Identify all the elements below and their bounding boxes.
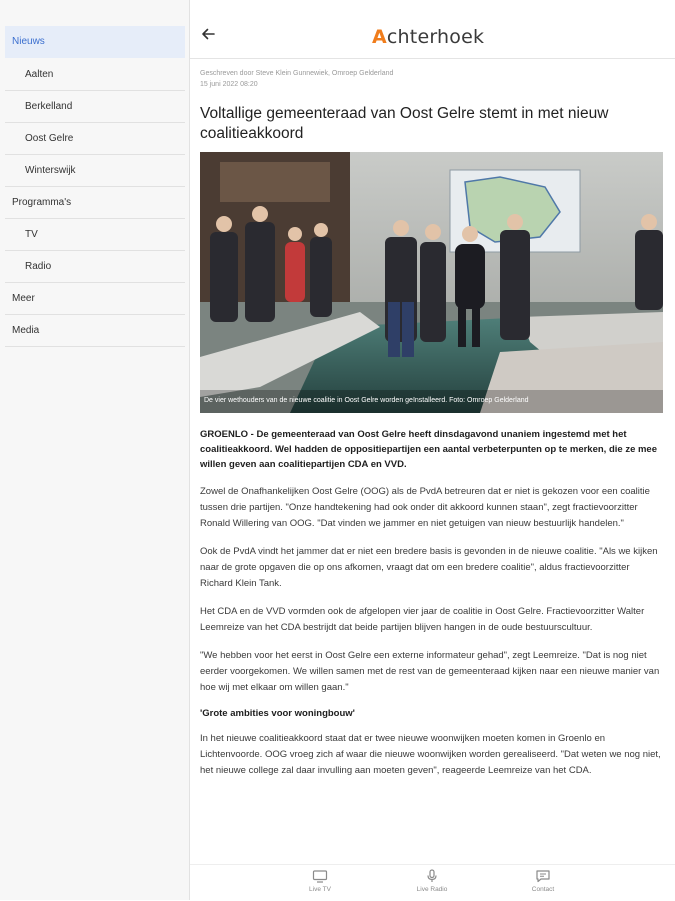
logo-text: chterhoek <box>386 26 485 48</box>
sidebar-item-nieuws[interactable]: Nieuws <box>5 26 185 58</box>
article-paragraph: Ook de PvdA vindt het jammer dat er niet een bredere basis is gevonden in de nieuwe coalitie. "Als we kijken naar de grote opgaven die op ons afkomen, vraagt dat om een bredere coalitie", aldus fractievoorzitter Richard Klein Tank. <box>200 546 658 589</box>
article-subheading: 'Grote ambities voor woningbouw' <box>200 708 355 719</box>
article-paragraph: Zowel de Onafhankelijken Oost Gelre (OOG) als de PvdA betreuren dat er niet is gekozen voor een coalitie tussen drie partijen. "Onze handtekening had ook onder dit akkoord kunnen staan", zegt fractievoorzitter Ronald Willering van OOG. "Dat vinden we jammer en niet getuigen van nieuw bestuurlijk handelen." <box>200 486 650 529</box>
sidebar-item-media[interactable]: Media <box>5 315 185 347</box>
article-paragraph: Het CDA en de VVD vormden ook de afgelopen vier jaar de coalitie in Oost Gelre. Fractievoorzitter Walter Leemreize van het CDA bestrijdt dat beide partijen blijven hangen in de oude bestuurscultuur. <box>200 606 645 633</box>
chat-icon <box>535 869 551 883</box>
back-arrow-icon[interactable] <box>200 26 216 42</box>
article-paragraph: In het nieuwe coalitieakkoord staat dat er twee nieuwe woonwijken moeten komen in Groenlo en Lichtenvoorde. OOG vroeg zich af waar die nieuwe woonwijken worden gerealiseerd. "Dat weten we nog niet, het nieuwe college zal daar invulling aan moeten geven", reageerde Leemreize van het CDA. <box>200 733 661 776</box>
article-photo[interactable] <box>200 152 663 413</box>
article-pane <box>190 0 675 900</box>
article-author: Geschreven door Steve Klein Gunnewiek, Omroep Gelderland <box>200 70 394 77</box>
sidebar-item-radio[interactable]: Radio <box>5 251 185 283</box>
sidebar-item-programmas[interactable]: Programma's <box>5 187 185 219</box>
tab-label: Live Radio <box>416 886 448 893</box>
sidebar-item-meer[interactable]: Meer <box>5 283 185 315</box>
microphone-icon <box>424 869 440 883</box>
bottom-tab-bar <box>190 864 675 901</box>
top-app-bar <box>190 0 675 59</box>
article <box>200 68 663 779</box>
tab-contact[interactable] <box>508 869 578 893</box>
tab-live-tv[interactable] <box>285 869 355 893</box>
photo-caption: De vier wethouders van de nieuwe coalitie in Oost Gelre worden geïnstalleerd. Foto: Omroep Gelderland <box>204 397 529 404</box>
logo-initial: A <box>372 26 387 48</box>
sidebar-item-berkelland[interactable]: Berkelland <box>5 91 185 123</box>
tab-label: Contact <box>531 886 555 893</box>
tab-live-radio[interactable] <box>397 869 467 893</box>
tab-label: Live TV <box>309 886 331 893</box>
sidebar-nav <box>0 0 190 900</box>
article-paragraph: "We hebben voor het eerst in Oost Gelre een externe informateur gehad", zegt Leemreize. "Dat is nog niet eerder voorgekomen. We willen samen met de rest van de gemeenteraad kijken naar een nieuwe manier van hoe wij met elkaar om willen gaan." <box>200 650 660 693</box>
council-meeting-photo <box>200 152 663 413</box>
sidebar-item-tv[interactable]: TV <box>5 219 185 251</box>
sidebar-item-winterswijk[interactable]: Winterswijk <box>5 155 185 187</box>
tv-icon <box>312 869 328 883</box>
sidebar-item-oost-gelre[interactable]: Oost Gelre <box>5 123 185 155</box>
sidebar-item-aalten[interactable]: Aalten <box>5 59 185 91</box>
article-lead: GROENLO - De gemeenteraad van Oost Gelre heeft dinsdagavond unaniem ingestemd met het coalitieakkoord. Wel hadden de oppositiepartijen een aantal verbeterpunten op te merken, die ze mee willen geven aan coalitiepartijen CDA en VVD. <box>200 429 658 470</box>
achterhoek-logo <box>372 24 484 50</box>
article-date: 15 juni 2022 08:20 <box>200 81 258 88</box>
article-title: Voltallige gemeenteraad van Oost Gelre stemt in met nieuw coalitieakkoord <box>200 105 609 142</box>
